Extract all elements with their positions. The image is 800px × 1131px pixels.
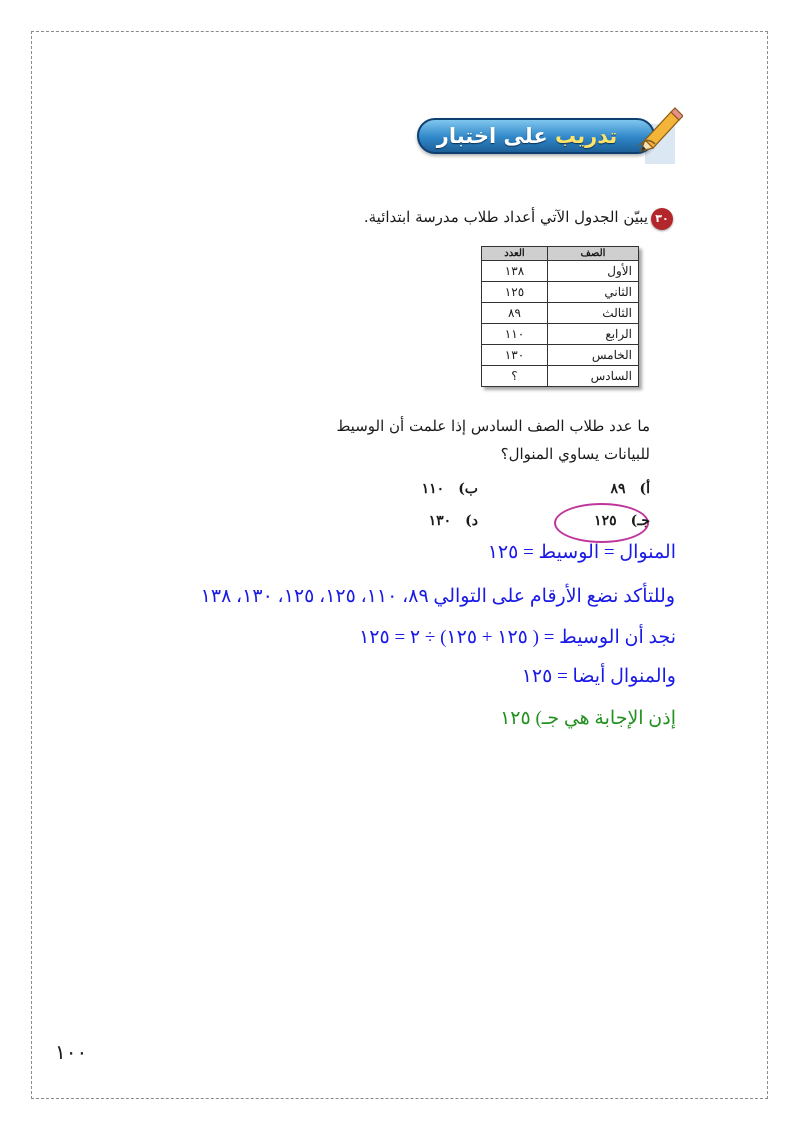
count-cell: ١٣٨ bbox=[482, 261, 548, 282]
option-letter: جـ) bbox=[630, 513, 650, 529]
banner-title-part1: تدريب bbox=[555, 124, 618, 148]
banner-title-part2: على اختبار bbox=[436, 124, 548, 148]
table-row bbox=[482, 261, 639, 282]
table-header-row bbox=[482, 247, 639, 261]
question-intro: يبيّن الجدول الآتي أعداد طلاب مدرسة ابتدائية. bbox=[363, 208, 648, 226]
option-value: ١١٠ bbox=[421, 481, 445, 497]
grade-cell: السادس bbox=[547, 366, 638, 387]
table-row bbox=[482, 303, 639, 324]
solution-final-answer: إذن الإجابة هي جـ) ١٢٥ bbox=[500, 708, 676, 729]
count-cell: ١١٠ bbox=[482, 324, 548, 345]
pencil-icon bbox=[637, 106, 683, 152]
count-cell: ١٢٥ bbox=[482, 282, 548, 303]
option-c[interactable] bbox=[594, 513, 650, 529]
question-number-badge: ٣٠ bbox=[651, 208, 673, 230]
option-value: ١٢٥ bbox=[594, 513, 617, 529]
solution-line-mode-median: المنوال = الوسيط = ١٢٥ bbox=[487, 542, 676, 563]
grade-cell: الأول bbox=[547, 261, 638, 282]
count-cell: ١٣٠ bbox=[482, 345, 548, 366]
table-row bbox=[482, 282, 639, 303]
solution-line-median-calc: نجد أن الوسيط = ( ١٢٥ + ١٢٥) ÷ ٢ = ١٢٥ bbox=[359, 627, 676, 648]
option-letter: أ) bbox=[639, 481, 650, 497]
grade-cell: الخامس bbox=[547, 345, 638, 366]
grade-cell: الثالث bbox=[547, 303, 638, 324]
table-row bbox=[482, 324, 639, 345]
page-number: ١٠٠ bbox=[55, 1040, 88, 1064]
table-header-grade: الصف bbox=[547, 247, 638, 261]
solution-line-ordered-values: وللتأكد نضع الأرقام على التوالي ٨٩، ١١٠، ١٢٥، ١٢٥، ١٣٠، ١٣٨ bbox=[200, 586, 675, 607]
option-a[interactable] bbox=[610, 481, 650, 497]
table-row bbox=[482, 345, 639, 366]
table-row bbox=[482, 366, 639, 387]
student-count-table bbox=[481, 246, 639, 387]
question-prompt-line1: ما عدد طلاب الصف السادس إذا علمت أن الوسيط bbox=[336, 417, 650, 435]
banner-title bbox=[417, 118, 637, 154]
grade-cell: الثاني bbox=[547, 282, 638, 303]
option-letter: د) bbox=[465, 513, 478, 529]
grade-cell: الرابع bbox=[547, 324, 638, 345]
page-frame bbox=[31, 31, 768, 1099]
option-b[interactable] bbox=[422, 481, 478, 497]
option-value: ١٣٠ bbox=[428, 513, 452, 529]
option-d[interactable] bbox=[429, 513, 478, 529]
solution-line-mode: والمنوال أيضا = ١٢٥ bbox=[521, 666, 676, 687]
header-banner bbox=[415, 106, 680, 162]
option-letter: ب) bbox=[458, 481, 478, 497]
option-value: ٨٩ bbox=[610, 481, 626, 497]
count-cell: ٨٩ bbox=[482, 303, 548, 324]
table-header-count: العدد bbox=[482, 247, 548, 261]
question-prompt-line2: للبيانات يساوي المنوال؟ bbox=[500, 445, 650, 463]
count-cell: ؟ bbox=[482, 366, 548, 387]
question-prompt bbox=[290, 412, 650, 468]
